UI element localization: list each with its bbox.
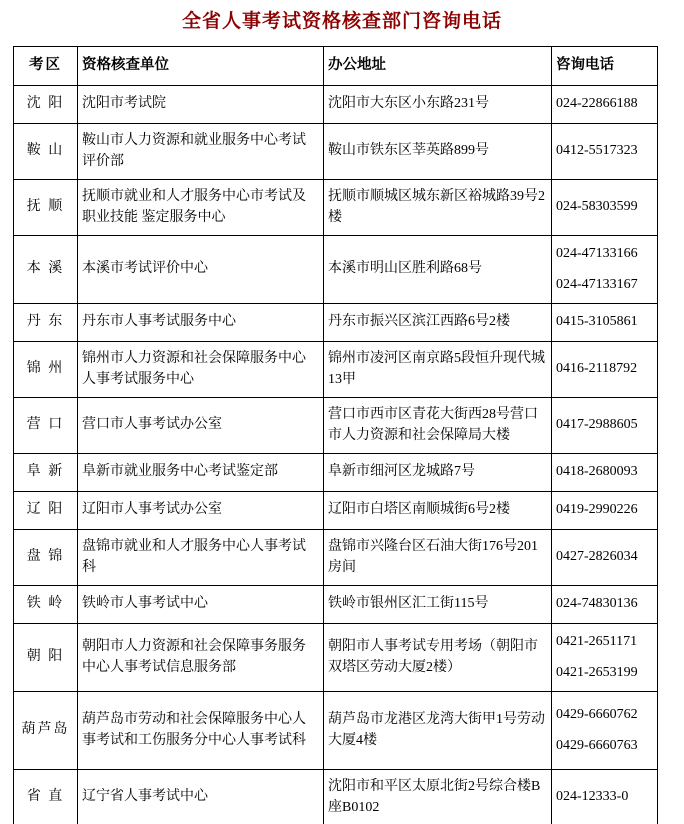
phone-cell [552, 304, 658, 342]
table-row [14, 492, 658, 530]
phone-cell [552, 398, 658, 454]
address-cell: 盘锦市兴隆台区石油大街176号201房间 [324, 530, 552, 586]
unit-cell: 铁岭市人事考试中心 [78, 586, 324, 624]
table-row [14, 692, 658, 770]
address-cell: 沈阳市大东区小东路231号 [324, 86, 552, 124]
unit-cell: 阜新市就业服务中心考试鉴定部 [78, 454, 324, 492]
unit-cell: 葫芦岛市劳动和社会保障服务中心人事考试和工伤服务分中心人事考试科 [78, 692, 324, 770]
address-cell: 抚顺市顺城区城东新区裕城路39号2楼 [324, 180, 552, 236]
unit-cell: 朝阳市人力资源和社会保障事务服务中心人事考试信息服务部 [78, 624, 324, 692]
phone-number: 0419-2990226 [556, 502, 638, 518]
header-region: 考区 [14, 47, 78, 86]
region-cell: 铁 岭 [14, 586, 78, 624]
unit-cell: 锦州市人力资源和社会保障服务中心人事考试服务中心 [78, 342, 324, 398]
unit-cell: 抚顺市就业和人才服务中心市考试及职业技能 鉴定服务中心 [78, 180, 324, 236]
region-cell: 盘 锦 [14, 530, 78, 586]
unit-cell: 辽阳市人事考试办公室 [78, 492, 324, 530]
phone-cell [552, 530, 658, 586]
phone-cell [552, 86, 658, 124]
header-row [14, 47, 658, 86]
address-cell: 阜新市细河区龙城路7号 [324, 454, 552, 492]
address-cell: 营口市西市区青花大街西28号营口市人力资源和社会保障局大楼 [324, 398, 552, 454]
address-cell: 辽阳市白塔区南顺城街6号2楼 [324, 492, 552, 530]
address-cell: 铁岭市银州区汇工街115号 [324, 586, 552, 624]
region-cell: 锦 州 [14, 342, 78, 398]
region-cell: 营 口 [14, 398, 78, 454]
address-cell: 本溪市明山区胜利路68号 [324, 236, 552, 304]
phone-cell [552, 454, 658, 492]
phone-number: 024-22866188 [556, 96, 638, 112]
phone-number: 0416-2118792 [556, 361, 638, 377]
unit-cell: 本溪市考试评价中心 [78, 236, 324, 304]
contact-phone-table [13, 46, 658, 824]
address-cell: 丹东市振兴区滨江西路6号2楼 [324, 304, 552, 342]
phone-number: 024-58303599 [556, 199, 638, 215]
address-cell: 锦州市凌河区南京路5段恒升现代城13甲 [324, 342, 552, 398]
address-cell: 鞍山市铁东区莘英路899号 [324, 124, 552, 180]
unit-cell: 沈阳市考试院 [78, 86, 324, 124]
phone-number: 0417-2988605 [556, 417, 638, 433]
region-cell: 抚 顺 [14, 180, 78, 236]
region-cell: 葫芦岛 [14, 692, 78, 770]
table-row [14, 770, 658, 824]
phone-number: 0418-2680093 [556, 464, 638, 480]
table-row [14, 530, 658, 586]
table-row [14, 86, 658, 124]
table-row [14, 124, 658, 180]
phone-cell [552, 770, 658, 824]
address-cell: 朝阳市人事考试专用考场（朝阳市双塔区劳动大厦2楼） [324, 624, 552, 692]
page-title: 全省人事考试资格核查部门咨询电话 [181, 11, 502, 32]
header-phone: 咨询电话 [552, 47, 658, 86]
unit-cell: 营口市人事考试办公室 [78, 398, 324, 454]
unit-cell: 盘锦市就业和人才服务中心人事考试科 [78, 530, 324, 586]
table-row [14, 236, 658, 304]
region-cell: 鞍 山 [14, 124, 78, 180]
region-cell: 省 直 [14, 770, 78, 824]
region-cell: 辽 阳 [14, 492, 78, 530]
phone-number: 0421-2651171 [556, 633, 638, 649]
phone-cell [552, 180, 658, 236]
phone-cell [552, 124, 658, 180]
phone-number: 0412-5517323 [556, 143, 638, 159]
phone-number: 0429-6660762 [556, 706, 638, 722]
unit-cell: 丹东市人事考试服务中心 [78, 304, 324, 342]
unit-cell: 鞍山市人力资源和就业服务中心考试评价部 [78, 124, 324, 180]
region-cell: 丹 东 [14, 304, 78, 342]
region-cell: 朝 阳 [14, 624, 78, 692]
phone-number: 0427-2826034 [556, 549, 638, 565]
phone-number: 024-74830136 [556, 596, 638, 612]
phone-cell [552, 624, 658, 692]
region-cell: 沈 阳 [14, 86, 78, 124]
table-row [14, 586, 658, 624]
unit-cell: 辽宁省人事考试中心 [78, 770, 324, 824]
phone-number: 024-12333-0 [556, 789, 629, 805]
header-address: 办公地址 [324, 47, 552, 86]
phone-cell [552, 342, 658, 398]
table-row [14, 342, 658, 398]
table-row [14, 304, 658, 342]
table-row [14, 180, 658, 236]
phone-cell [552, 236, 658, 304]
phone-cell [552, 492, 658, 530]
address-cell: 沈阳市和平区太原北街2号综合楼B座B0102 [324, 770, 552, 824]
phone-number: 024-47133167 [556, 277, 638, 292]
region-cell: 阜 新 [14, 454, 78, 492]
phone-number: 0415-3105861 [556, 314, 638, 330]
address-cell: 葫芦岛市龙港区龙湾大街甲1号劳动大厦4楼 [324, 692, 552, 770]
phone-number: 0421-2653199 [556, 665, 638, 680]
phone-cell [552, 586, 658, 624]
phone-number: 024-47133166 [556, 245, 638, 261]
phone-number: 0429-6660763 [556, 738, 638, 753]
table-row [14, 454, 658, 492]
region-cell: 本 溪 [14, 236, 78, 304]
header-unit: 资格核查单位 [78, 47, 324, 86]
table-row [14, 398, 658, 454]
phone-cell [552, 692, 658, 770]
table-row [14, 624, 658, 692]
